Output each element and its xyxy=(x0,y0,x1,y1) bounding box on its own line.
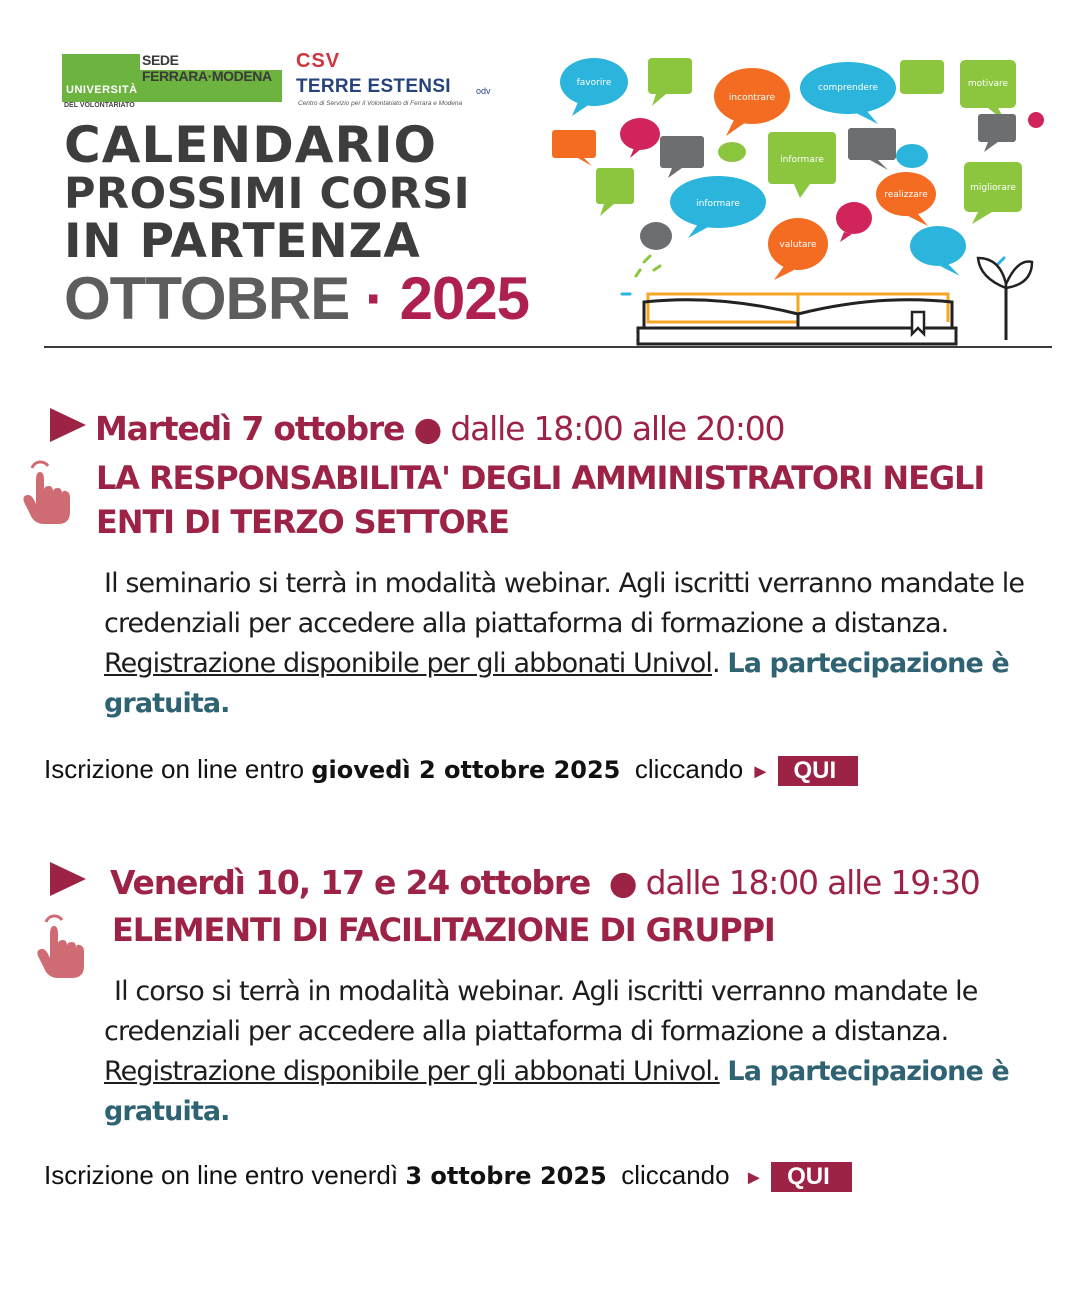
bubble-label: informare xyxy=(780,155,824,165)
course-2-enroll-prefix: Iscrizione on line entro venerdì xyxy=(44,1160,406,1190)
univ-logo xyxy=(62,50,282,109)
bubble-icon xyxy=(768,218,828,280)
course-2-registration-link[interactable]: Registrazione disponibile per gli abbonati Univol. xyxy=(104,1056,720,1087)
course-1-enroll-prefix: Iscrizione on line entro xyxy=(44,754,312,784)
title-month-year xyxy=(64,265,530,332)
page-title xyxy=(64,116,530,332)
course-2-date-line xyxy=(110,863,980,902)
course-2-time: dalle 18:00 alle 19:30 xyxy=(645,863,980,902)
course-1-desc-sep: . xyxy=(712,648,728,679)
title-line-2: PROSSIMI CORSI xyxy=(64,169,471,219)
course-2-qui-button[interactable]: QUI xyxy=(771,1162,852,1192)
bubble-icon xyxy=(800,62,896,124)
bubble-label: migliorare xyxy=(970,183,1016,193)
course-1-bullet: ● xyxy=(413,409,442,448)
course-2-description xyxy=(104,972,1034,1132)
bubble-label: informare xyxy=(696,199,740,209)
course-2-date: Venerdì 10, 17 e 24 ottobre xyxy=(110,863,591,902)
title-dot: · xyxy=(364,265,384,332)
bubble-label: comprendere xyxy=(818,83,878,93)
course-1-title: LA RESPONSABILITA' DEGLI AMMINISTRATORI NEGLI ENTI DI TERZO SETTORE xyxy=(96,459,985,541)
pointing-hand-icon xyxy=(32,906,86,982)
course-1-free-note: La partecipazione è gratuita. xyxy=(104,648,1009,719)
csv-logo-odv: odv xyxy=(476,86,491,96)
arrow-icon xyxy=(50,862,86,896)
speech-bubbles-book-illustration xyxy=(548,44,1058,346)
plant-icon xyxy=(978,258,1032,340)
csv-logo-subtitle: Centro di Servizio per il Volontariato di Ferrara e Modena xyxy=(298,100,463,107)
header-divider xyxy=(44,346,1052,348)
course-1-desc-text: Il seminario si terrà in modalità webinar. Agli iscritti verranno mandate le credenziali per accedere alla piattaforma di formazione a distanza. xyxy=(104,568,1025,639)
course-2-enrollment xyxy=(44,1162,852,1192)
course-1-qui-button[interactable]: QUI xyxy=(778,756,859,786)
bubble-label: incontrare xyxy=(728,93,776,103)
course-1-enrollment xyxy=(44,756,858,786)
pointing-hand-icon xyxy=(18,452,72,528)
course-2-bullet: ● xyxy=(608,863,637,902)
univ-logo-sede: SEDE FERRARA·MODENA xyxy=(142,52,272,84)
course-1-enroll-arrow: ► xyxy=(750,761,771,783)
title-month: OTTOBRE xyxy=(64,265,350,332)
bubble-icon xyxy=(670,176,766,238)
bubble-icon xyxy=(648,58,692,94)
course-1-registration-link[interactable]: Registrazione disponibile per gli abbonati Univol xyxy=(104,648,713,679)
csv-logo-acronym: CSV xyxy=(296,50,341,72)
csv-logo-name: TERRE ESTENSI xyxy=(296,76,451,97)
course-2-title: ELEMENTI DI FACILITAZIONE DI GRUPPI xyxy=(112,911,775,949)
course-1-enroll-suffix: cliccando xyxy=(634,754,744,784)
univ-logo-volo: DEL VOLONTARIATO xyxy=(64,102,135,109)
bubble-icon xyxy=(768,132,836,198)
course-2-enroll-suffix: cliccando xyxy=(621,1160,730,1190)
bubble-label: motivare xyxy=(967,79,1009,89)
title-line-1: CALENDARIO xyxy=(64,116,438,174)
csv-logo xyxy=(296,50,506,110)
bubble-label: realizzare xyxy=(884,190,928,200)
book-icon xyxy=(638,294,956,344)
title-line-3: IN PARTENZA xyxy=(64,214,421,269)
course-1-description xyxy=(104,564,1034,724)
bubble-label: favorire xyxy=(576,78,612,88)
course-1-enroll-deadline: giovedì 2 ottobre 2025 xyxy=(311,756,621,784)
course-2-enroll-deadline: 3 ottobre 2025 xyxy=(405,1162,607,1190)
title-year: 2025 xyxy=(399,265,530,332)
bubble-icon xyxy=(964,162,1022,224)
course-1-date-line xyxy=(95,409,785,448)
course-1-time: dalle 18:00 alle 20:00 xyxy=(450,409,785,448)
course-2-enroll-arrow: ► xyxy=(744,1167,764,1189)
course-2-desc-text: Il corso si terrà in modalità webinar. Agli iscritti verranno mandate le credenziali per accedere alla piattaforma di formazione a distanza. xyxy=(104,976,978,1047)
univ-logo-name: UNIVERSITÀ xyxy=(66,84,138,96)
bubble-icon xyxy=(876,172,936,226)
bubble-label: valutare xyxy=(779,240,817,250)
header xyxy=(0,0,1088,360)
bubble-icon xyxy=(714,68,790,136)
univ-logo-mark xyxy=(62,54,140,102)
bubble-icon xyxy=(560,58,628,116)
course-1-date: Martedì 7 ottobre xyxy=(95,409,405,448)
course-2-free-note: La partecipazione è gratuita. xyxy=(104,1056,1009,1127)
arrow-icon xyxy=(50,408,86,442)
